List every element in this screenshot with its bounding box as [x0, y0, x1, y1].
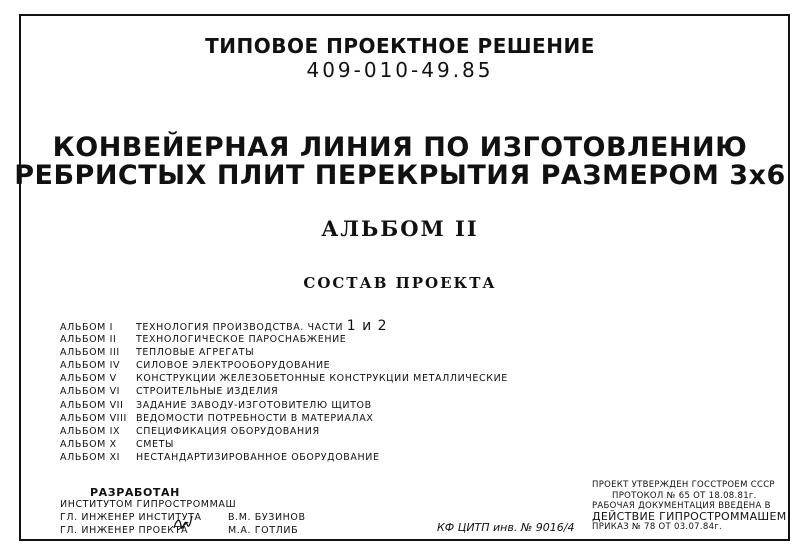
album-list — [60, 320, 508, 464]
list-item — [60, 385, 508, 398]
list-item — [60, 359, 508, 372]
developer-institute: ИНСТИТУТОМ ГИПРОСТРОММАШ — [60, 499, 237, 510]
archive-stamp: КФ ЦИТП инв. № 9016/4 — [437, 521, 575, 534]
main-title-line-1: КОНВЕЙЕРНАЯ ЛИНИЯ ПО ИЗГОТОВЛЕНИЮ — [52, 132, 748, 163]
chief-engineer-project-row — [60, 525, 299, 536]
album-title: СИЛОВОЕ ЭЛЕКТРООБОРУДОВАНИЕ — [136, 360, 331, 372]
chief-engineer-institute-label: ГЛ. ИНЖЕНЕР ИНСТИТУТА — [60, 512, 202, 523]
series-title: ТИПОВОЕ ПРОЕКТНОЕ РЕШЕНИЕ — [205, 34, 595, 58]
album-title: ЗАДАНИЕ ЗАВОДУ-ИЗГОТОВИТЕЛЮ ЩИТОВ — [136, 399, 372, 411]
album-number: АЛЬБОМ XI — [60, 451, 121, 463]
album-number: АЛЬБОМ X — [60, 438, 117, 450]
list-item — [60, 333, 508, 346]
album-title: ТЕХНОЛОГИЧЕСКОЕ ПАРОСНАБЖЕНИЕ — [136, 334, 347, 346]
album-parts: 1 и 2 — [346, 318, 388, 334]
album-number: АЛЬБОМ VII — [60, 399, 124, 411]
chief-engineer-institute-name: В.М. БУЗИНОВ — [228, 512, 306, 523]
list-item — [60, 425, 508, 438]
developer-heading: РАЗРАБОТАН — [90, 486, 180, 499]
chief-engineer-project-name: М.А. ГОТЛИБ — [228, 525, 299, 536]
approval-line-4: ДЕЙСТВИЕ ГИПРОСТРОММАШЕМ — [592, 509, 787, 523]
list-item — [60, 451, 508, 464]
album-label: АЛЬБОМ II — [321, 216, 479, 241]
album-title: СМЕТЫ — [136, 438, 175, 450]
main-title-line-2: РЕБРИСТЫХ ПЛИТ ПЕРЕКРЫТИЯ РАЗМЕРОМ 3х6 — [14, 160, 786, 191]
album-number: АЛЬБОМ II — [60, 334, 117, 346]
approval-line-1: ПРОЕКТ УТВЕРЖДЕН ГОССТРОЕМ СССР — [592, 480, 775, 490]
album-title: ТЕХНОЛОГИЯ ПРОИЗВОДСТВА. ЧАСТИ — [136, 322, 344, 333]
album-title: СПЕЦИФИКАЦИЯ ОБОРУДОВАНИЯ — [136, 425, 320, 437]
list-item — [60, 412, 508, 425]
album-title: ВЕДОМОСТИ ПОТРЕБНОСТИ В МАТЕРИАЛАХ — [136, 412, 374, 424]
album-number: АЛЬБОМ VIII — [60, 412, 127, 424]
album-number: АЛЬБОМ IX — [60, 425, 121, 437]
approval-line-5: ПРИКАЗ № 78 ОТ 03.07.84г. — [592, 522, 723, 532]
album-title: КОНСТРУКЦИИ ЖЕЛЕЗОБЕТОННЫЕ КОНСТРУКЦИИ МЕТАЛЛИЧЕСКИЕ — [136, 373, 508, 385]
list-item — [60, 372, 508, 385]
album-title: СТРОИТЕЛЬНЫЕ ИЗДЕЛИЯ — [136, 386, 279, 398]
list-item — [60, 399, 508, 412]
chief-engineer-project-label: ГЛ. ИНЖЕНЕР ПРОЕКТА — [60, 525, 189, 536]
approval-block — [592, 480, 787, 533]
album-number: АЛЬБОМ VI — [60, 386, 121, 398]
album-title: НЕСТАНДАРТИЗИРОВАННОЕ ОБОРУДОВАНИЕ — [136, 451, 380, 463]
album-number: АЛЬБОМ I — [60, 322, 113, 333]
signature-icon — [172, 514, 194, 532]
album-title: ТЕПЛОВЫЕ АГРЕГАТЫ — [136, 347, 255, 359]
album-number: АЛЬБОМ IV — [60, 360, 121, 372]
approval-line-3: РАБОЧАЯ ДОКУМЕНТАЦИЯ ВВЕДЕНА В — [592, 501, 771, 511]
album-number: АЛЬБОМ III — [60, 347, 120, 359]
list-item — [60, 320, 508, 333]
contents-heading: СОСТАВ ПРОЕКТА — [303, 274, 497, 292]
approval-line-2: ПРОТОКОЛ № 65 ОТ 18.08.81г. — [612, 490, 757, 501]
album-number: АЛЬБОМ V — [60, 373, 117, 385]
list-item — [60, 438, 508, 451]
project-code: 409-010-49.85 — [306, 58, 494, 82]
list-item — [60, 346, 508, 359]
